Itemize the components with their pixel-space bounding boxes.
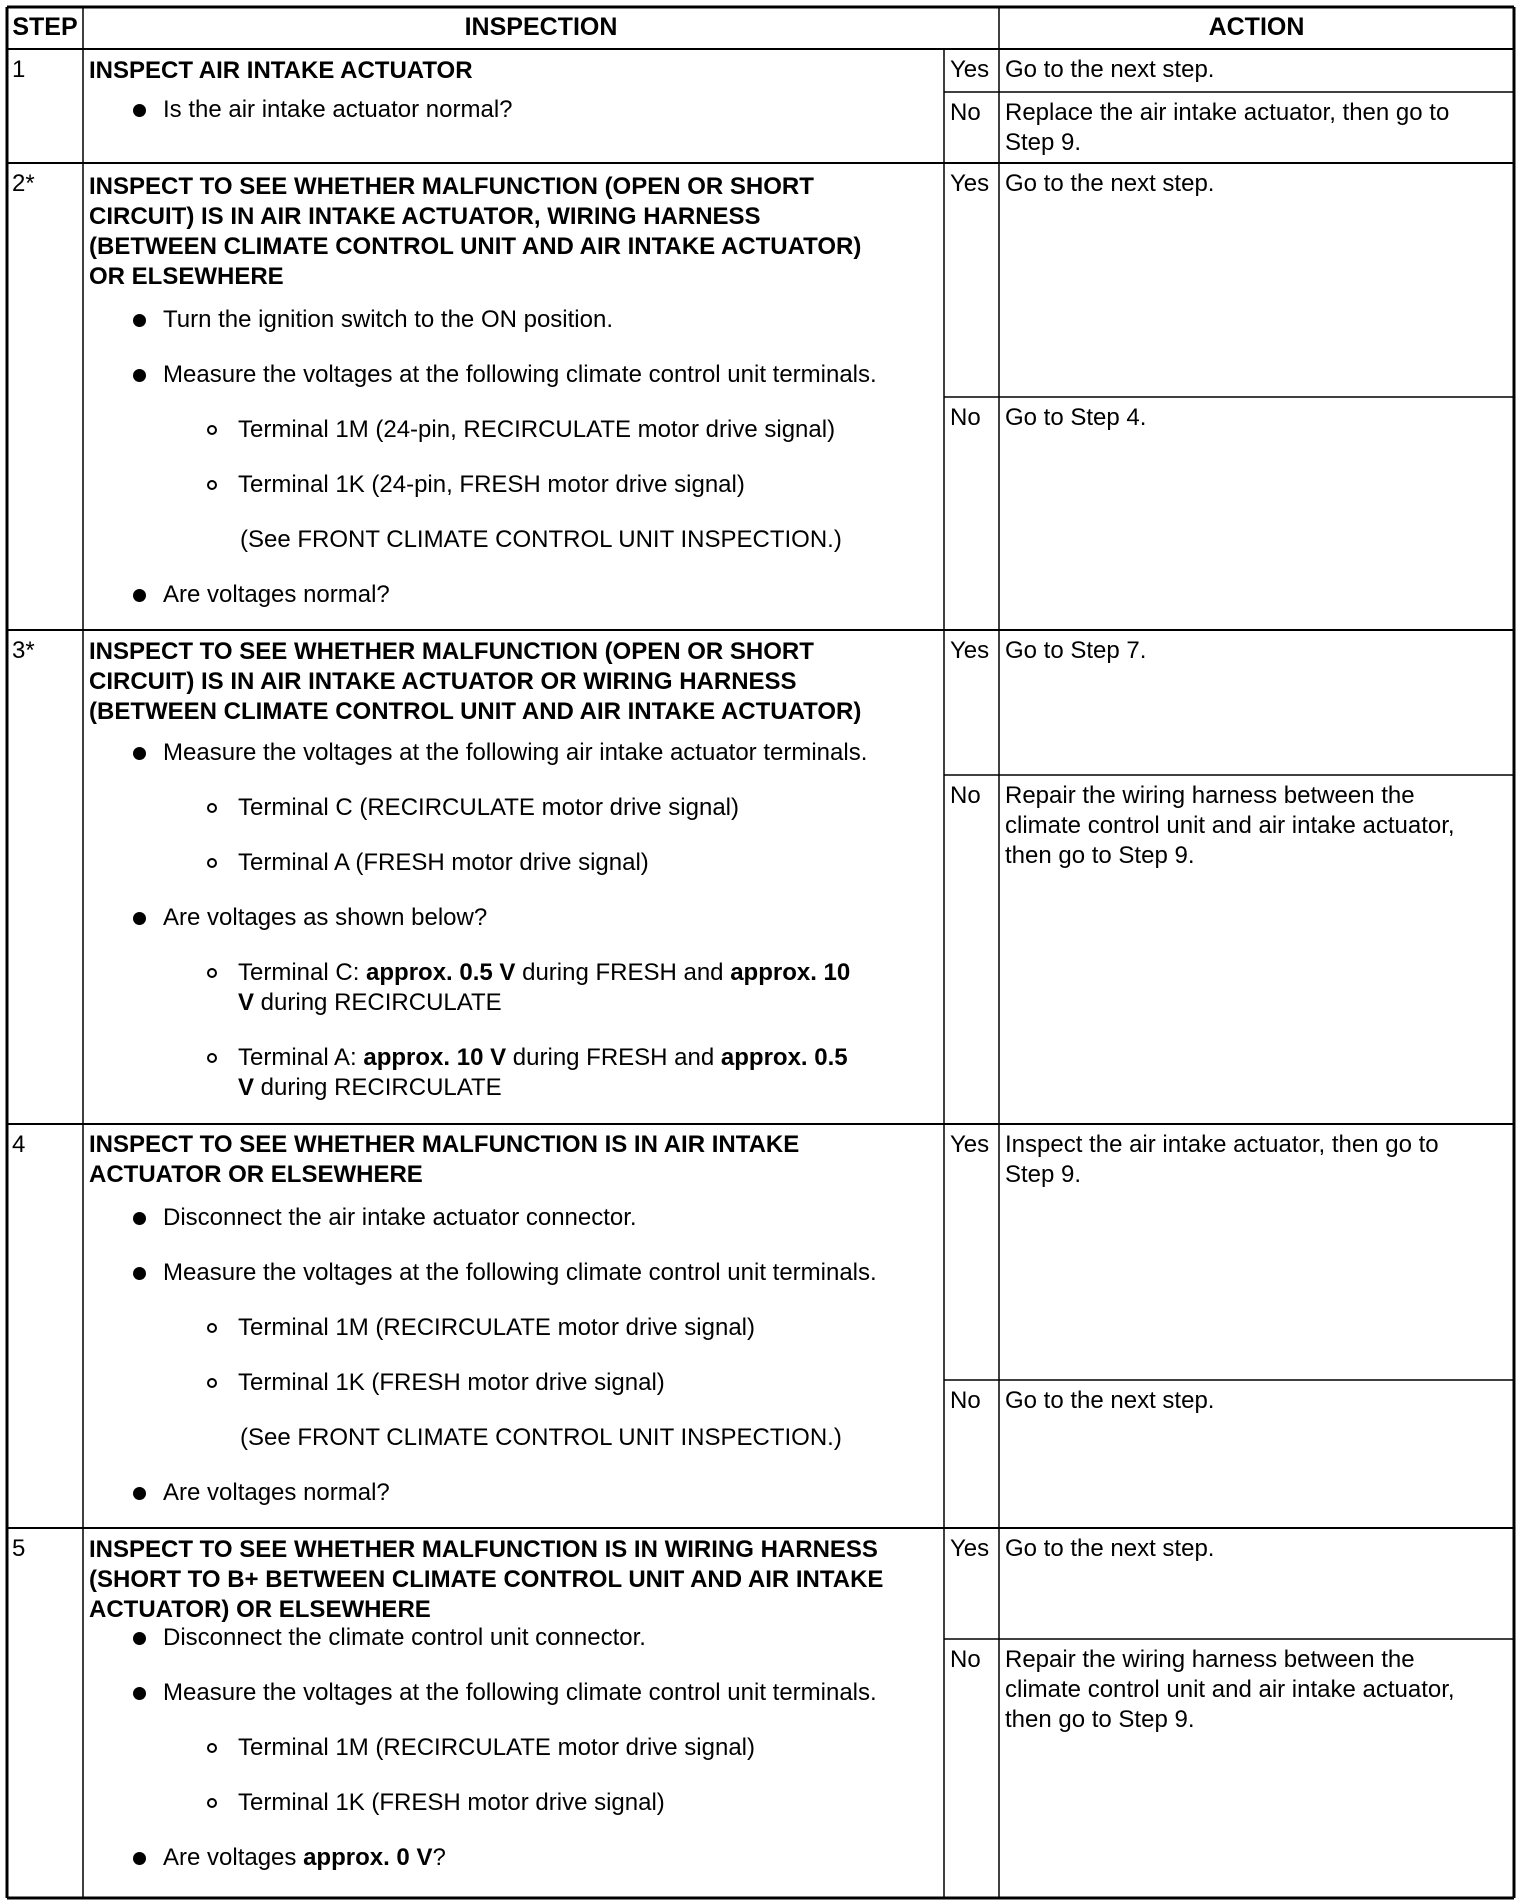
yes-label: Yes <box>950 637 990 664</box>
bullet-icon <box>133 747 146 760</box>
circle-bullet-icon <box>207 1743 217 1753</box>
inspection-item: Terminal 1M (RECIRCULATE motor drive signal) <box>238 1314 756 1341</box>
yes-label: Yes <box>950 170 990 197</box>
text-run: during FRESH and <box>515 959 731 986</box>
no-label: No <box>950 1646 981 1673</box>
text-run: Are voltages <box>163 1844 304 1871</box>
step-title: INSPECT TO SEE WHETHER MALFUNCTION IS IN WIRING HARNESS <box>89 1536 878 1563</box>
reference-note: (See FRONT CLIMATE CONTROL UNIT INSPECTION.) <box>240 1424 842 1451</box>
bold-text: approx. 0 V <box>303 1844 433 1871</box>
bullet-icon <box>133 1852 146 1865</box>
text-run: during RECIRCULATE <box>254 989 502 1016</box>
bullet-icon <box>133 1632 146 1645</box>
step-title: CIRCUIT) IS IN AIR INTAKE ACTUATOR, WIRING HARNESS <box>89 203 761 230</box>
circle-bullet-icon <box>207 1053 217 1063</box>
step-title: ACTUATOR) OR ELSEWHERE <box>89 1596 431 1623</box>
inspection-item: Terminal A (FRESH motor drive signal) <box>238 849 649 876</box>
no-label: No <box>950 1387 981 1414</box>
inspection-item: Are voltages normal? <box>163 581 390 608</box>
text-run: ? <box>432 1844 446 1871</box>
yes-action: Go to Step 7. <box>1005 637 1147 664</box>
step-title: ACTUATOR OR ELSEWHERE <box>89 1161 423 1188</box>
circle-bullet-icon <box>207 858 217 868</box>
step-title: OR ELSEWHERE <box>89 263 284 290</box>
inspection-item <box>238 1043 848 1073</box>
no-label: No <box>950 782 981 809</box>
no-action: then go to Step 9. <box>1005 1706 1195 1733</box>
no-label: No <box>950 99 981 126</box>
circle-bullet-icon <box>207 968 217 978</box>
step-title: INSPECT AIR INTAKE ACTUATOR <box>89 57 473 84</box>
header-action: ACTION <box>1208 13 1305 41</box>
bold-text: approx. 0.5 <box>720 1044 848 1071</box>
step-title: CIRCUIT) IS IN AIR INTAKE ACTUATOR OR WIRING HARNESS <box>89 668 797 695</box>
bullet-icon <box>133 1267 146 1280</box>
step-number: 3* <box>12 637 35 664</box>
circle-bullet-icon <box>207 425 217 435</box>
inspection-item: Terminal 1M (RECIRCULATE motor drive signal) <box>238 1734 756 1761</box>
bullet-icon <box>133 1687 146 1700</box>
no-action: climate control unit and air intake actuator, <box>1005 812 1455 839</box>
yes-label: Yes <box>950 56 990 83</box>
text-run: during FRESH and <box>506 1044 721 1071</box>
bold-text: approx. 0.5 V <box>366 959 516 986</box>
yes-action: Inspect the air intake actuator, then go to <box>1005 1131 1439 1158</box>
circle-bullet-icon <box>207 1378 217 1388</box>
inspection-item: Disconnect the air intake actuator connector. <box>163 1204 637 1231</box>
circle-bullet-icon <box>207 1323 217 1333</box>
inspection-item <box>238 958 850 988</box>
yes-action: Go to the next step. <box>1005 170 1215 197</box>
bullet-icon <box>133 912 146 925</box>
circle-bullet-icon <box>207 480 217 490</box>
inspection-item <box>163 1843 446 1873</box>
inspection-item: Measure the voltages at the following climate control unit terminals. <box>163 1679 877 1706</box>
step-title: INSPECT TO SEE WHETHER MALFUNCTION (OPEN OR SHORT <box>89 638 814 665</box>
bullet-icon <box>133 589 146 602</box>
reference-note: (See FRONT CLIMATE CONTROL UNIT INSPECTION.) <box>240 526 842 553</box>
bold-text: V <box>238 989 255 1016</box>
bold-text: V <box>238 1074 255 1101</box>
no-label: No <box>950 404 981 431</box>
step-title: INSPECT TO SEE WHETHER MALFUNCTION (OPEN OR SHORT <box>89 173 814 200</box>
text-run: Terminal C: <box>238 959 367 986</box>
step-number: 5 <box>12 1535 26 1562</box>
inspection-item-continued <box>238 1073 502 1103</box>
no-action: Go to Step 4. <box>1005 404 1147 431</box>
yes-label: Yes <box>950 1131 990 1158</box>
text-run: Terminal A: <box>238 1044 364 1071</box>
inspection-item: Are voltages as shown below? <box>163 904 488 931</box>
step-number: 1 <box>12 56 26 83</box>
no-action: climate control unit and air intake actuator, <box>1005 1676 1455 1703</box>
inspection-item: Turn the ignition switch to the ON position. <box>163 306 613 333</box>
bullet-icon <box>133 1487 146 1500</box>
step-title: (BETWEEN CLIMATE CONTROL UNIT AND AIR INTAKE ACTUATOR) <box>89 698 862 725</box>
header-inspection: INSPECTION <box>464 13 618 41</box>
step-number: 4 <box>12 1131 26 1158</box>
yes-action: Step 9. <box>1005 1161 1082 1188</box>
text-run: during RECIRCULATE <box>254 1074 502 1101</box>
no-action: Repair the wiring harness between the <box>1005 782 1415 809</box>
yes-label: Yes <box>950 1535 990 1562</box>
header-step: STEP <box>12 13 78 41</box>
no-action: Replace the air intake actuator, then go to <box>1005 99 1450 126</box>
step-number: 2* <box>12 170 35 197</box>
yes-action: Go to the next step. <box>1005 1535 1215 1562</box>
no-action: Go to the next step. <box>1005 1387 1215 1414</box>
circle-bullet-icon <box>207 803 217 813</box>
inspection-item: Terminal C (RECIRCULATE motor drive signal) <box>238 794 739 821</box>
step-title: (SHORT TO B+ BETWEEN CLIMATE CONTROL UNIT AND AIR INTAKE <box>89 1566 884 1593</box>
inspection-item: Terminal 1M (24-pin, RECIRCULATE motor drive signal) <box>238 416 836 443</box>
inspection-item: Are voltages normal? <box>163 1479 390 1506</box>
no-action: Step 9. <box>1005 129 1082 156</box>
step-title: INSPECT TO SEE WHETHER MALFUNCTION IS IN AIR INTAKE <box>89 1131 800 1158</box>
circle-bullet-icon <box>207 1798 217 1808</box>
bold-text: approx. 10 V <box>363 1044 507 1071</box>
inspection-item: Is the air intake actuator normal? <box>163 96 513 123</box>
bold-text: approx. 10 <box>730 959 851 986</box>
step-title: (BETWEEN CLIMATE CONTROL UNIT AND AIR INTAKE ACTUATOR) <box>89 233 862 260</box>
no-action: Repair the wiring harness between the <box>1005 1646 1415 1673</box>
inspection-item: Measure the voltages at the following climate control unit terminals. <box>163 361 877 388</box>
inspection-item: Terminal 1K (24-pin, FRESH motor drive signal) <box>238 471 745 498</box>
inspection-item: Terminal 1K (FRESH motor drive signal) <box>238 1789 665 1816</box>
inspection-item: Terminal 1K (FRESH motor drive signal) <box>238 1369 665 1396</box>
bullet-icon <box>133 314 146 327</box>
inspection-item: Disconnect the climate control unit connector. <box>163 1624 646 1651</box>
inspection-item: Measure the voltages at the following air intake actuator terminals. <box>163 739 868 766</box>
inspection-item: Measure the voltages at the following climate control unit terminals. <box>163 1259 877 1286</box>
inspection-item-continued <box>238 988 502 1018</box>
bullet-icon <box>133 104 146 117</box>
yes-action: Go to the next step. <box>1005 56 1215 83</box>
bullet-icon <box>133 369 146 382</box>
bullet-icon <box>133 1212 146 1225</box>
no-action: then go to Step 9. <box>1005 842 1195 869</box>
